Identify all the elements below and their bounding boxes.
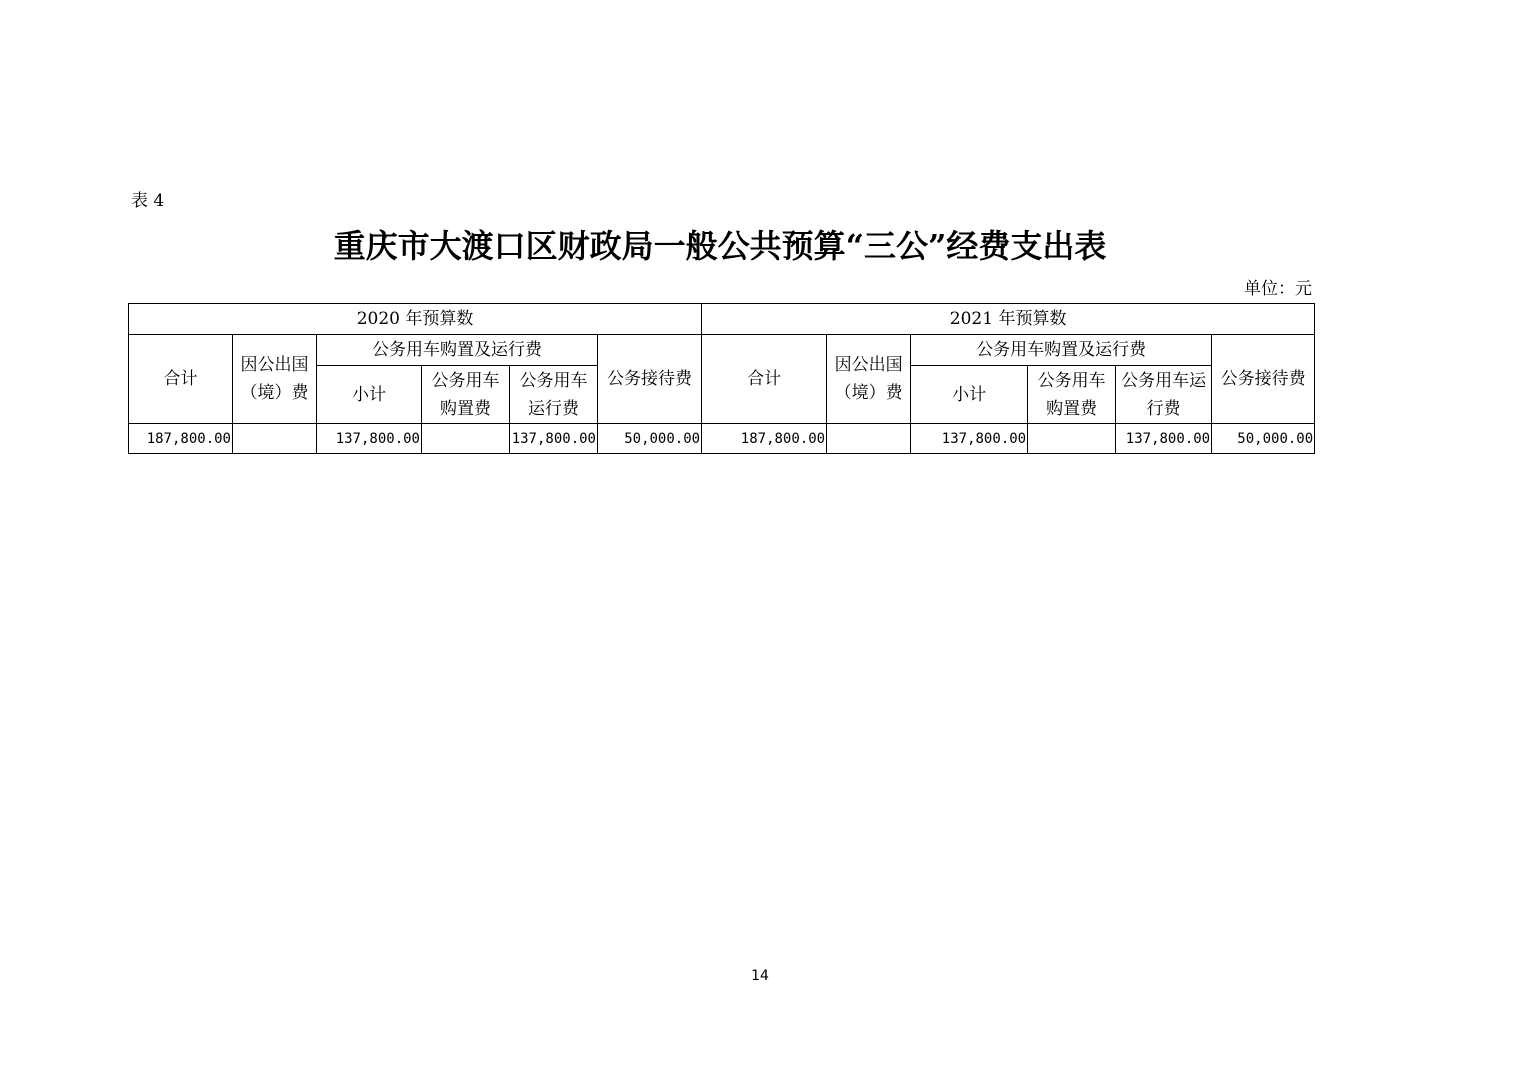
value-abroad-2021 xyxy=(827,424,911,454)
header-vehicle-operation-2020: 公务用车运行费 xyxy=(510,366,598,424)
value-reception-2020: 50,000.00 xyxy=(598,424,702,454)
value-vehicle-operation-2021: 137,800.00 xyxy=(1116,424,1212,454)
value-subtotal-2021: 137,800.00 xyxy=(911,424,1028,454)
header-vehicle-purchase-2020: 公务用车购置费 xyxy=(422,366,510,424)
header-subtotal-2020: 小计 xyxy=(317,366,422,424)
unit-label: 单位：元 xyxy=(1244,279,1312,299)
document-title: 重庆市大渡口区财政局一般公共预算“三公”经费支出表 xyxy=(333,227,1107,265)
header-vehicle-purchase-2021: 公务用车购置费 xyxy=(1028,366,1116,424)
header-reception-2021: 公务接待费 xyxy=(1212,335,1315,424)
table-label: 表 4 xyxy=(131,191,165,211)
value-total-2021: 187,800.00 xyxy=(702,424,827,454)
header-total-2021: 合计 xyxy=(702,335,827,424)
header-vehicle-operation-2021: 公务用车运行费 xyxy=(1116,366,1212,424)
value-total-2020: 187,800.00 xyxy=(129,424,233,454)
header-abroad-2021: 因公出国（境）费 xyxy=(827,335,911,424)
value-reception-2021: 50,000.00 xyxy=(1212,424,1315,454)
header-abroad-2020: 因公出国（境）费 xyxy=(233,335,317,424)
header-vehicle-group-2021: 公务用车购置及运行费 xyxy=(911,335,1212,366)
header-subtotal-2021: 小计 xyxy=(911,366,1028,424)
value-vehicle-operation-2020: 137,800.00 xyxy=(510,424,598,454)
header-reception-2020: 公务接待费 xyxy=(598,335,702,424)
year-header-2020: 2020 年预算数 xyxy=(129,304,702,335)
three-public-expenses-table xyxy=(128,303,1315,454)
page-number: 14 xyxy=(751,968,769,984)
table-row xyxy=(129,424,1315,454)
value-vehicle-purchase-2021 xyxy=(1028,424,1116,454)
value-subtotal-2020: 137,800.00 xyxy=(317,424,422,454)
year-header-2021: 2021 年预算数 xyxy=(702,304,1315,335)
value-abroad-2020 xyxy=(233,424,317,454)
value-vehicle-purchase-2020 xyxy=(422,424,510,454)
header-vehicle-group-2020: 公务用车购置及运行费 xyxy=(317,335,598,366)
header-total-2020: 合计 xyxy=(129,335,233,424)
